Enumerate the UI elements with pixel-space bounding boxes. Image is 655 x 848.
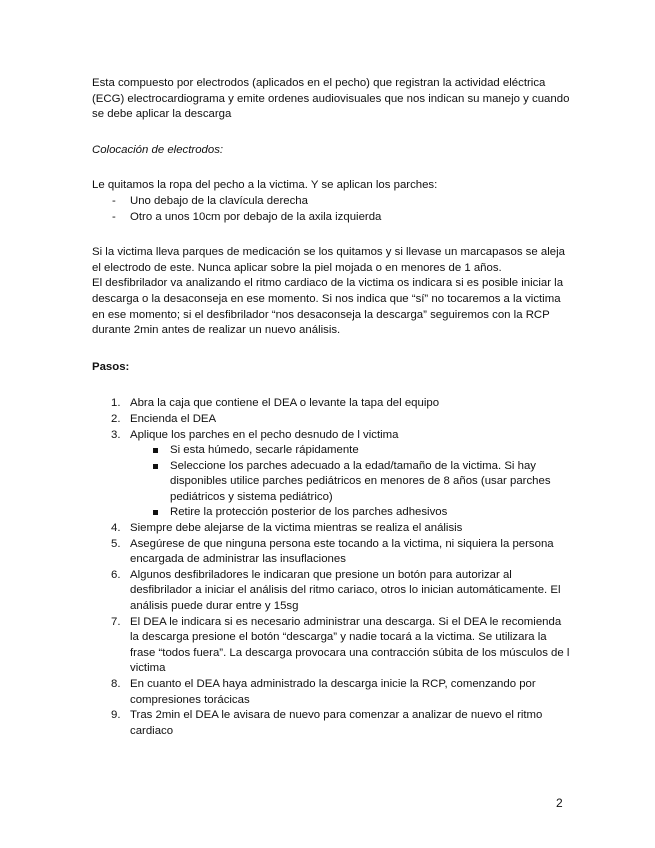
page-content [92, 76, 572, 739]
steps-heading: Pasos: [92, 360, 130, 373]
placement-item: - Otro a unos 10cm por debajo de la axila izquierda [92, 210, 572, 226]
step-text: El DEA le indicara si es necesario administrar una descarga. Si el DEA le recomienda la descarga presione el botón “descarga” y nadie tocará a la victima. Se utilizara la frase “todos fuera”. La descarga provocara una contracción súbita de los músculos de l victima [130, 615, 570, 675]
steps-list [92, 396, 572, 739]
sub-item [92, 443, 572, 459]
step-text: Algunos desfibriladores le indicaran que presione un botón para autorizar al desfibrilador a iniciar el análisis del ritmo cariaco, otros lo inician automáticamente. El análisis puede durar entre y 15sg [130, 568, 561, 613]
square-bullet-icon [153, 510, 158, 515]
notes-paragraph-2: El desfibrilador va analizando el ritmo cardiaco de la victima os indicara si es posible iniciar la descarga o la desaconseja en ese momento. Si nos indica que “sí” no tocaremos a la victima en ese momento; si el desfibrilador “nos desaconseja la descarga” seguiremos con la RCP durante 2min antes de realizar un nuevo análisis. [92, 277, 564, 337]
step-number: 9. [111, 709, 121, 722]
step-item [92, 708, 572, 739]
sub-item-text: Seleccione los parches adecuado a la edad/tamaño de la victima. Si hay disponibles utilice parches pediátricos en menores de 8 años (usar parches pediátricos y sistema pediátrico) [170, 459, 551, 503]
step-number: 7. [111, 615, 121, 628]
placement-item: - Uno debajo de la clavícula derecha [92, 194, 572, 210]
step-number: 1. [111, 397, 121, 410]
sub-item-text: Si esta húmedo, secarle rápidamente [170, 444, 359, 457]
step-number: 2. [111, 412, 121, 425]
step-text: En cuanto el DEA haya administrado la descarga inicie la RCP, comenzando por compresiones torácicas [130, 678, 536, 706]
step-text: Tras 2min el DEA le avisara de nuevo para comenzar a analizar de nuevo el ritmo cardiaco [130, 709, 543, 737]
step-item [92, 521, 572, 537]
sub-item [92, 505, 572, 521]
step-number: 8. [111, 678, 121, 690]
intro-paragraph: Esta compuesto por electrodos (aplicados en el pecho) que registran la actividad eléctrica (ECG) electrocardiograma y emite ordenes audiovisuales que nos indican su manejo y cuando se debe aplicar la descarga [92, 77, 570, 121]
sub-item [92, 459, 572, 506]
step-text: Siempre debe alejarse de la victima mientras se realiza el análisis [130, 522, 463, 535]
sub-item-text: Retire la protección posterior de los parches adhesivos [170, 506, 448, 519]
step-number: 3. [111, 428, 121, 441]
step-number: 5. [111, 537, 121, 550]
notes-paragraph-1: Si la victima lleva parques de medicación se los quitamos y si llevase un marcapasos se aleja el electrodo de este. Nunca aplicar sobre la piel mojada o en menores de 1 años. [92, 246, 565, 274]
placement-heading: Colocación de electrodos: [92, 143, 224, 156]
step-item [92, 568, 572, 615]
square-bullet-icon [153, 448, 158, 453]
step-item [92, 396, 572, 412]
step-text: Encienda el DEA [130, 412, 217, 425]
placement-list [92, 194, 572, 225]
step-number: 6. [111, 568, 121, 581]
step-item [92, 677, 572, 708]
page-number: 2 [556, 796, 563, 810]
step-item [92, 615, 572, 677]
step-text: Asegúrese de que ninguna persona este tocando a la victima, ni siquiera la persona encargada de administrar las insuflaciones [130, 537, 554, 566]
step-3-sublist [130, 443, 572, 521]
step-text: Aplique los parches en el pecho desnudo de l victima [130, 428, 399, 441]
step-item [92, 412, 572, 428]
step-text: Abra la caja que contiene el DEA o levante la tapa del equipo [130, 397, 440, 410]
square-bullet-icon [153, 464, 158, 469]
placement-text: Le quitamos la ropa del pecho a la victima. Y se aplican los parches: [92, 179, 438, 192]
step-item [92, 428, 572, 522]
step-number: 4. [111, 522, 121, 535]
step-item [92, 537, 572, 568]
